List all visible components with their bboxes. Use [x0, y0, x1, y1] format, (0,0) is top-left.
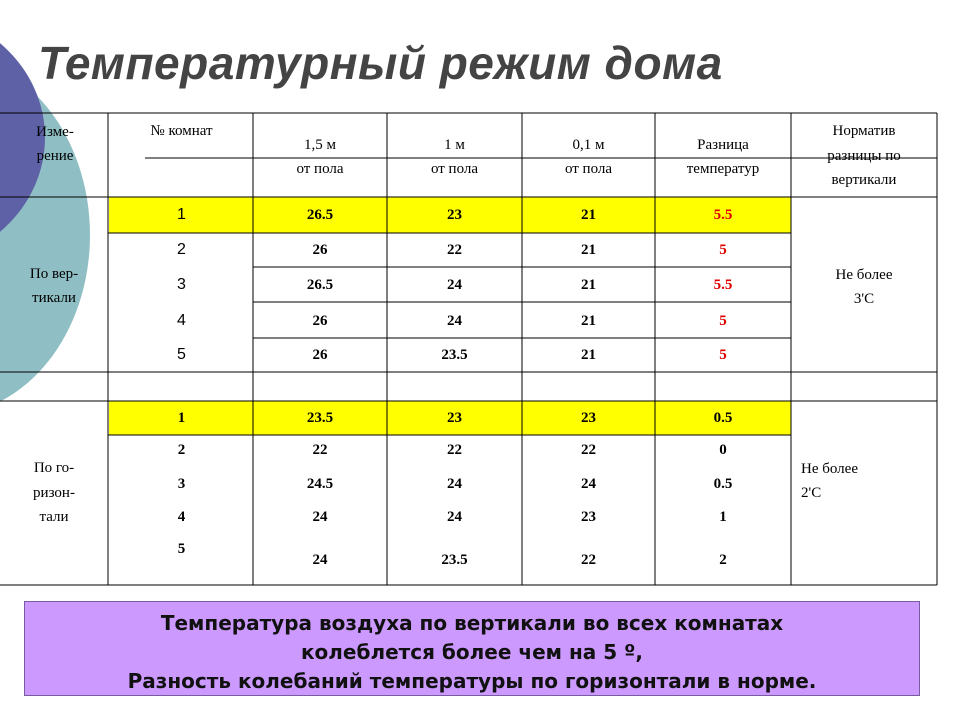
horizontal-row2-h01: 22	[581, 442, 596, 458]
header-measure-line1: Изме-	[36, 124, 74, 140]
vertical-row3-h01: 21	[581, 277, 596, 293]
header-height-1-line1: 1 м	[444, 137, 465, 153]
vertical-row4-h15: 26	[312, 313, 328, 329]
vertical-row5-h15: 26	[312, 347, 328, 363]
vertical-row4-diff: 5	[719, 313, 727, 329]
header-height-15-line1: 1,5 м	[304, 137, 336, 153]
vertical-row5-diff: 5	[719, 347, 727, 363]
header-height-01-line1: 0,1 м	[572, 137, 605, 153]
header-norm-line1: Норматив	[832, 123, 896, 139]
conclusion-line3: Разность колебаний температуры по горизонтали в норме.	[127, 669, 817, 693]
horizontal-norm-line2: 2'С	[801, 485, 822, 501]
vertical-row1-h01: 21	[581, 207, 596, 223]
horizontal-norm-line1: Не более	[801, 461, 858, 477]
vertical-room-2: 2	[177, 241, 186, 258]
horizontal-label-line1: По го-	[33, 460, 75, 476]
horizontal-label-line3: тали	[39, 509, 69, 525]
horizontal-row5-h15: 24	[312, 552, 328, 568]
horizontal-row1-h01: 23	[581, 410, 596, 426]
horizontal-row4-diff: 1	[719, 509, 727, 525]
vertical-label-line2: тикали	[32, 290, 76, 306]
vertical-row5-h01: 21	[581, 347, 596, 363]
header-norm-line3: вертикали	[831, 172, 897, 188]
horizontal-row1-diff: 0.5	[713, 410, 733, 426]
vertical-row2-diff: 5	[719, 242, 727, 258]
vertical-label-line1: По вер-	[29, 266, 79, 282]
conclusion-box	[24, 601, 920, 696]
horizontal-row5-diff: 2	[719, 552, 727, 568]
horizontal-room-1: 1	[177, 410, 186, 426]
conclusion-line2: колеблется более чем на 5 º,	[300, 640, 644, 664]
vertical-room-4: 4	[177, 312, 186, 329]
vertical-norm-line1: Не более	[835, 267, 893, 283]
vertical-row4-h01: 21	[581, 313, 596, 329]
horizontal-row1-h1: 23	[447, 410, 462, 426]
vertical-row1-h15: 26.5	[306, 207, 334, 223]
horizontal-row5-h1: 23.5	[441, 552, 468, 568]
horizontal-row3-diff: 0.5	[713, 476, 733, 492]
vertical-row3-h15: 26.5	[306, 277, 334, 293]
horizontal-row2-diff: 0	[719, 442, 727, 458]
slide-title: Температурный режим дома	[38, 37, 723, 89]
conclusion-line1: Температура воздуха по вертикали во всех комнатах	[160, 611, 784, 635]
vertical-row2-h15: 26	[312, 242, 328, 258]
header-height-01-line2: от пола	[564, 161, 613, 177]
horizontal-row3-h15: 24.5	[306, 476, 334, 492]
horizontal-row4-h01: 23	[581, 509, 596, 525]
vertical-room-1: 1	[177, 206, 186, 223]
horizontal-label-line2: ризон-	[33, 485, 75, 501]
header-height-1-line2: от пола	[430, 161, 479, 177]
vertical-row1-diff: 5.5	[713, 207, 733, 223]
vertical-room-5: 5	[177, 346, 186, 363]
header-measure-line2: рение	[36, 148, 74, 164]
horizontal-room-3: 3	[177, 476, 186, 492]
horizontal-room-4: 4	[177, 509, 186, 525]
vertical-row1-h1: 23	[447, 207, 462, 223]
vertical-row3-diff: 5.5	[713, 277, 733, 293]
horizontal-row3-h1: 24	[447, 476, 462, 492]
vertical-row2-h1: 22	[447, 242, 462, 258]
vertical-row4-h1: 24	[447, 313, 462, 329]
vertical-row3-h1: 24	[447, 277, 462, 293]
horizontal-row4-h15: 24	[312, 509, 328, 525]
vertical-norm-line2: 3'С	[853, 291, 875, 307]
header-norm-line2: разницы по	[827, 148, 901, 164]
horizontal-row4-h1: 24	[447, 509, 462, 525]
header-diff-line1: Разница	[697, 137, 749, 153]
vertical-row5-h1: 23.5	[441, 347, 468, 363]
vertical-row2-h01: 21	[581, 242, 596, 258]
horizontal-row2-h1: 22	[447, 442, 462, 458]
horizontal-row2-h15: 22	[312, 442, 328, 458]
horizontal-row1-h15: 23.5	[306, 410, 334, 426]
horizontal-room-5: 5	[177, 541, 186, 557]
header-diff-line2: температур	[686, 161, 760, 177]
horizontal-row3-h01: 24	[581, 476, 596, 492]
vertical-room-3: 3	[177, 276, 186, 293]
horizontal-row5-h01: 22	[581, 552, 596, 568]
header-rooms: № комнат	[150, 123, 213, 139]
header-height-15-line2: от пола	[296, 161, 344, 177]
horizontal-room-2: 2	[177, 442, 186, 458]
